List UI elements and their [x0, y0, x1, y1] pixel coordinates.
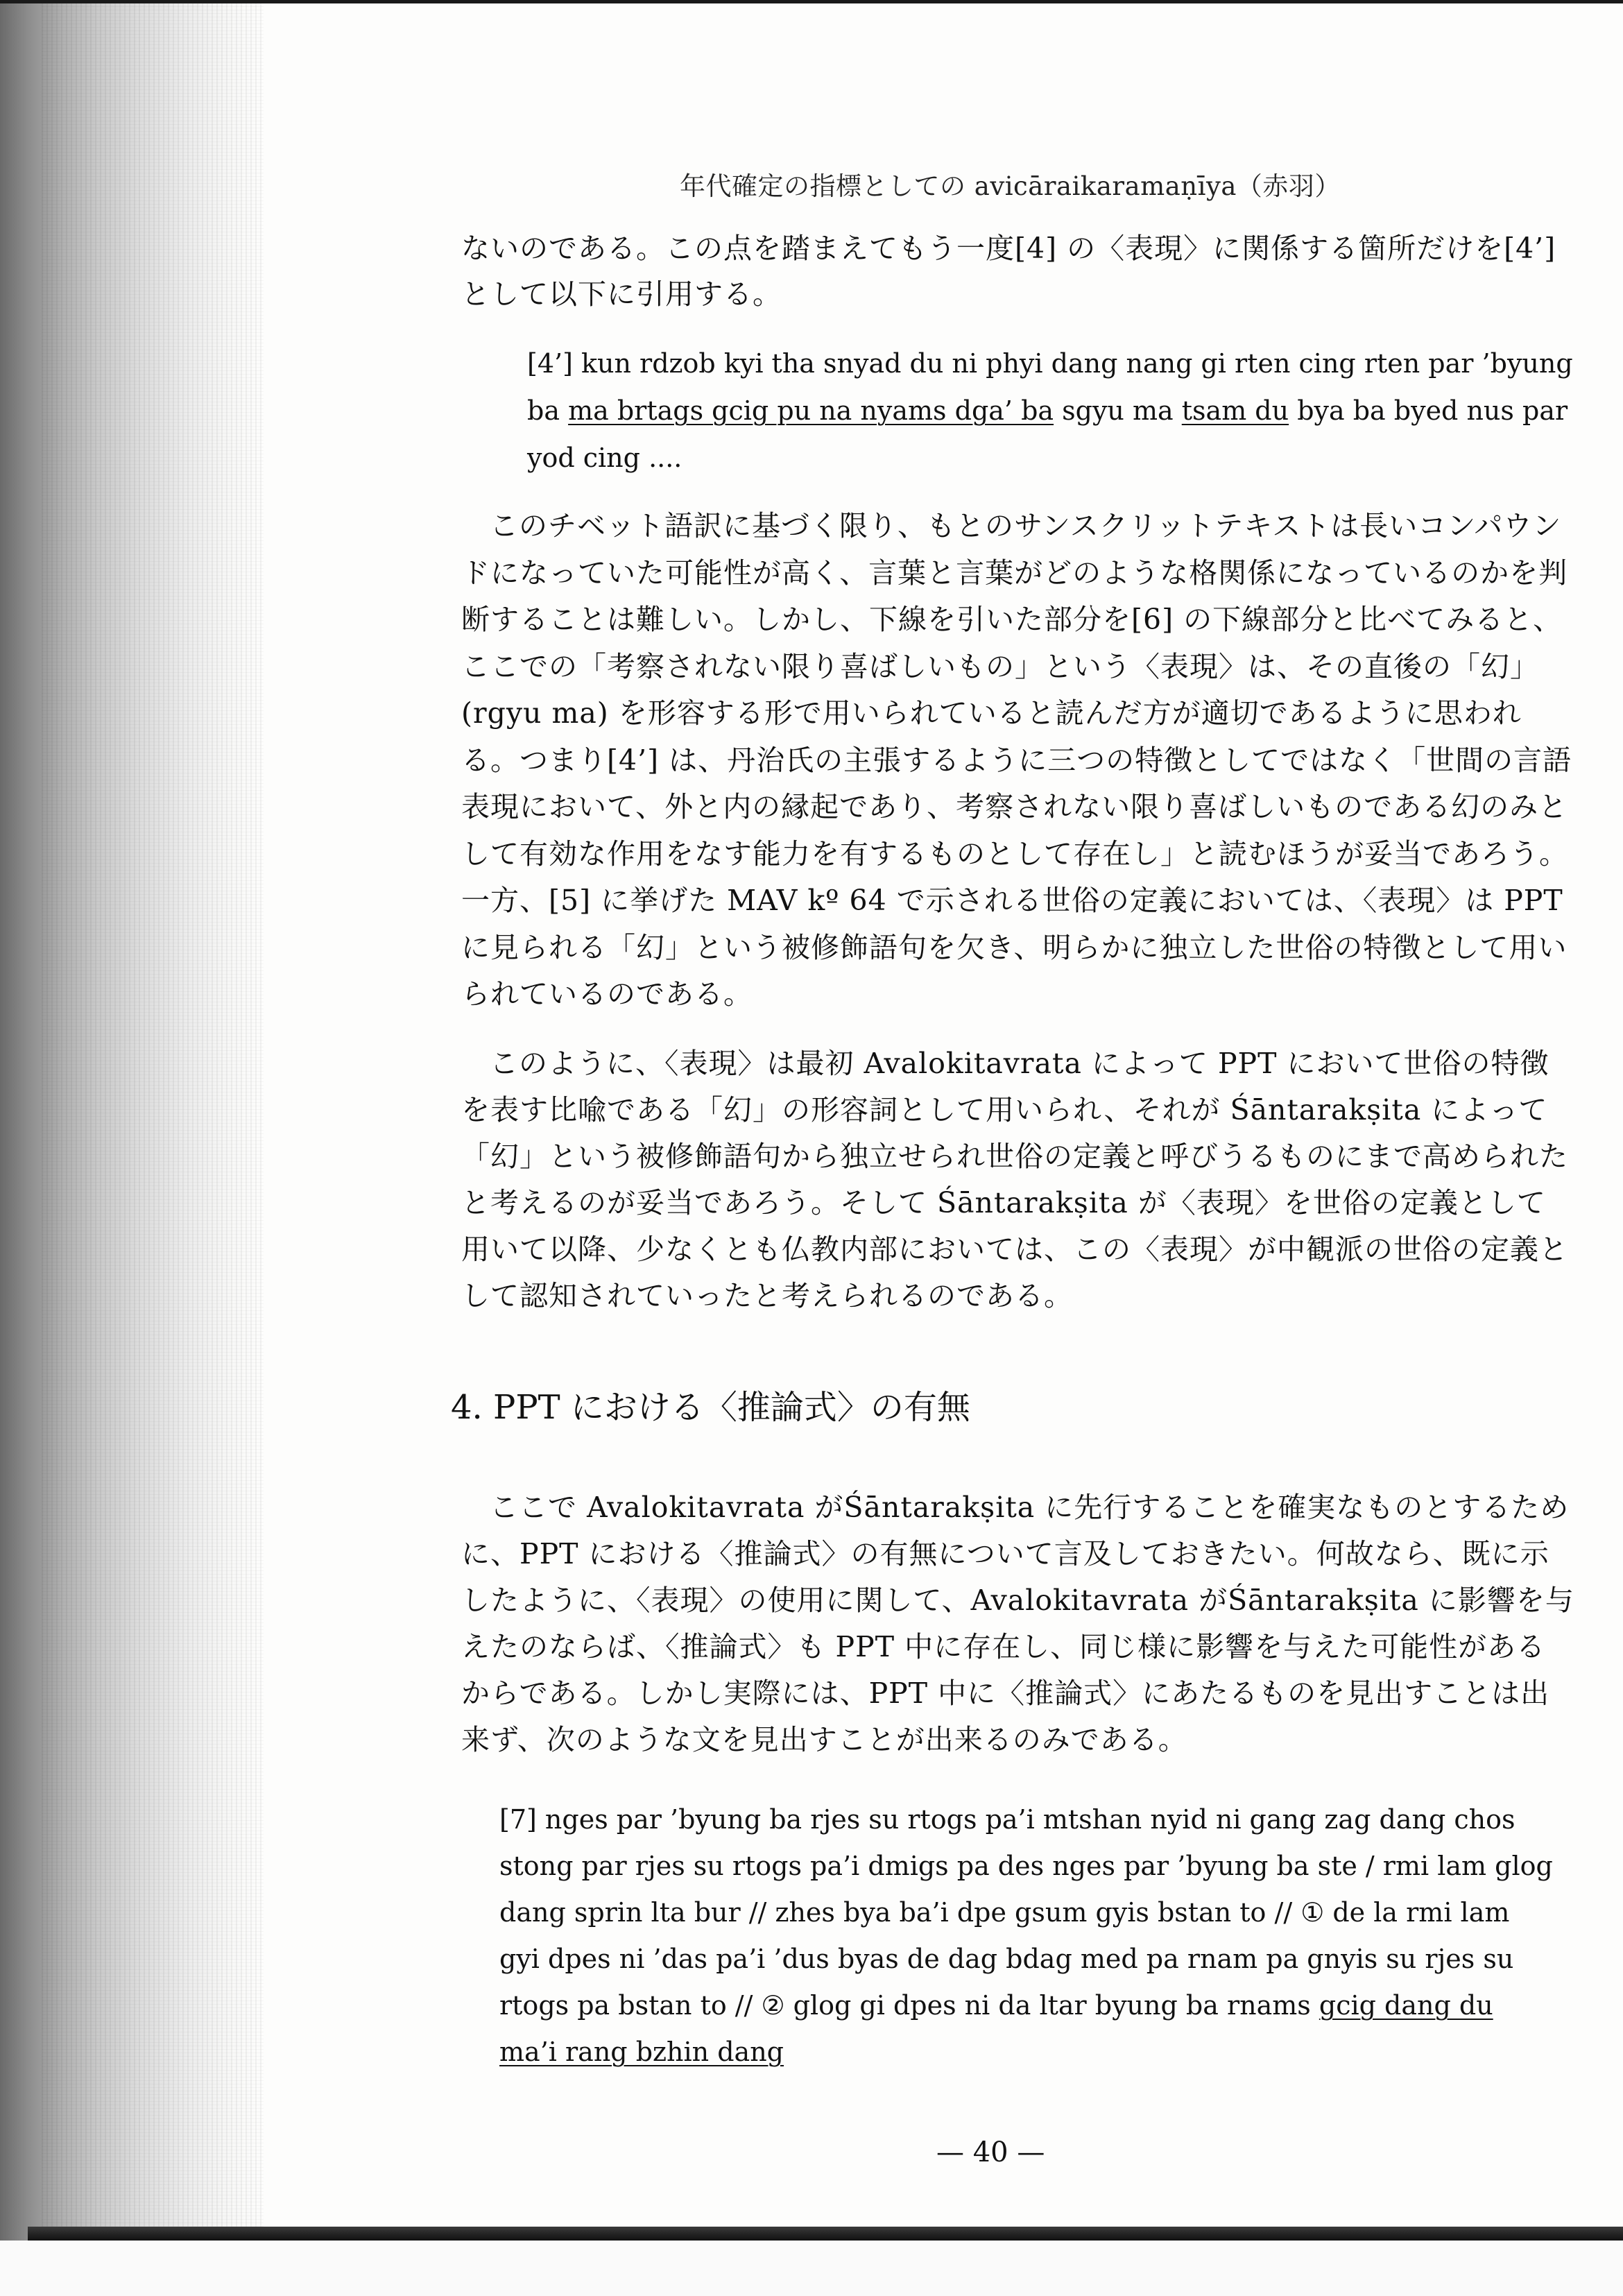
quote-7-underline1: gcig dang du ma’i rang bzhin dang [499, 1990, 1493, 2067]
paragraph-conclusion-text: このように、〈表現〉は最初 Avalokitavrata によって PPT において世俗の特徴を表す比喩である「幻」の形容詞として用いられ、それが Śāntarakṣita によって「幻」という被修飾語句から独立せられ世俗の定義と呼びうるものにまで高められたと考えるのが妥当であろう。そして Śāntarakṣita が〈表現〉を世俗の定義として用いて以降、少なくとも仏教内部においては、この〈表現〉が中観派の世俗の定義として認知されていったと考えられるのである。 [461, 1047, 1568, 1312]
quote-4-part3: bya ba byed nus par yod cing .... [527, 395, 1568, 473]
paragraph-section4-text: ここで Avalokitavrata がŚāntarakṣita に先行することを確実なものとするために、PPT における〈推論式〉の有無について言及しておきたい。何故なら、既に示したように、〈表現〉の使用に関して、Avalokitavrata がŚāntarakṣita に影響を与えたのならば、〈推論式〉も PPT 中に存在し、同じ様に影響を与えた可能性があるからである。しかし実際には、PPT 中に〈推論式〉にあたるものを見出すことは出来ず、次のような文を見出すことが出来るのみである。 [461, 1491, 1574, 1756]
quote-4-underline1: ma brtags gcig pu na nyams dga’ ba [568, 395, 1054, 426]
bottom-edge [28, 2227, 1623, 2241]
binding-speckle [42, 0, 264, 2296]
quote-4-underline2: tsam du [1181, 395, 1289, 426]
paragraph-analysis [461, 503, 1574, 1018]
quote-7-part1: nges par ’byung ba rjes su rtogs pa’i mtshan nyid ni gang zag dang chos stong par rjes su rtogs pa’i dmigs pa des nges par ’byung ba ste / rmi lam glog dang sprin lta bur // zhes bya ba’i dpe gsum gyis bstan to // ① de la rmi lam gyi dpes ni ’das pa’i ’dus byas de dag bdag med pa rnam pa gnyis su rjes su rtogs pa bstan to // ② glog gi dpes ni da ltar byung ba rnams [499, 1804, 1553, 2021]
bottom-margin [0, 2241, 1623, 2296]
quote-7-label: [7] [499, 1804, 537, 1835]
top-edge [0, 0, 1623, 3]
quote-4-part1: kun rdzob kyi tha snyad du ni phyi dang nang gi rten cing rten par ’byung ba [527, 348, 1573, 426]
quote-4 [527, 340, 1574, 481]
paragraph-analysis-text: このチベット語訳に基づく限り、もとのサンスクリットテキストは長いコンパウンドになっていた可能性が高く、言葉と言葉がどのような格関係になっているのかを判断することは難しい。しかし、下線を引いた部分を[6] の下線部分と比べてみると、ここでの「考察されない限り喜ばしいもの」という〈表現〉は、その直後の「幻」(rgyu ma) を形容する形で用いられていると読んだ方が適切であるように思われる。つまり[4’] は、丹治氏の主張するように三つの特徴としてではなく「世間の言語表現において、外と内の縁起であり、考察されない限り喜ばしいものである幻のみとして有効な作用をなす能力を有するものとして存在し」と読むほうが妥当であろう。一方、[5] に挙げた MAV kº 64 で示される世俗の定義においては、〈表現〉は PPT に見られる「幻」という被修飾語句を欠き、明らかに独立した世俗の特徴として用いられているのである。 [461, 509, 1572, 1011]
paragraph-section4 [461, 1484, 1574, 1763]
quote-4-label: [4’] [527, 348, 573, 379]
paragraph-conclusion [461, 1040, 1574, 1319]
running-header: 年代確定の指標としての avicāraikaramaṇīya（赤羽） [680, 171, 1341, 201]
section-heading: 4. PPT における〈推論式〉の有無 [451, 1388, 970, 1427]
quote-7 [499, 1797, 1554, 2075]
paragraph-intro: ないのである。この点を踏まえてもう一度[4] の〈表現〉に関係する箇所だけを[4’] として以下に引用する。 [461, 232, 1556, 311]
page-number: — 40 — [936, 2136, 1045, 2168]
quote-4-part2: sgyu ma [1054, 395, 1182, 426]
